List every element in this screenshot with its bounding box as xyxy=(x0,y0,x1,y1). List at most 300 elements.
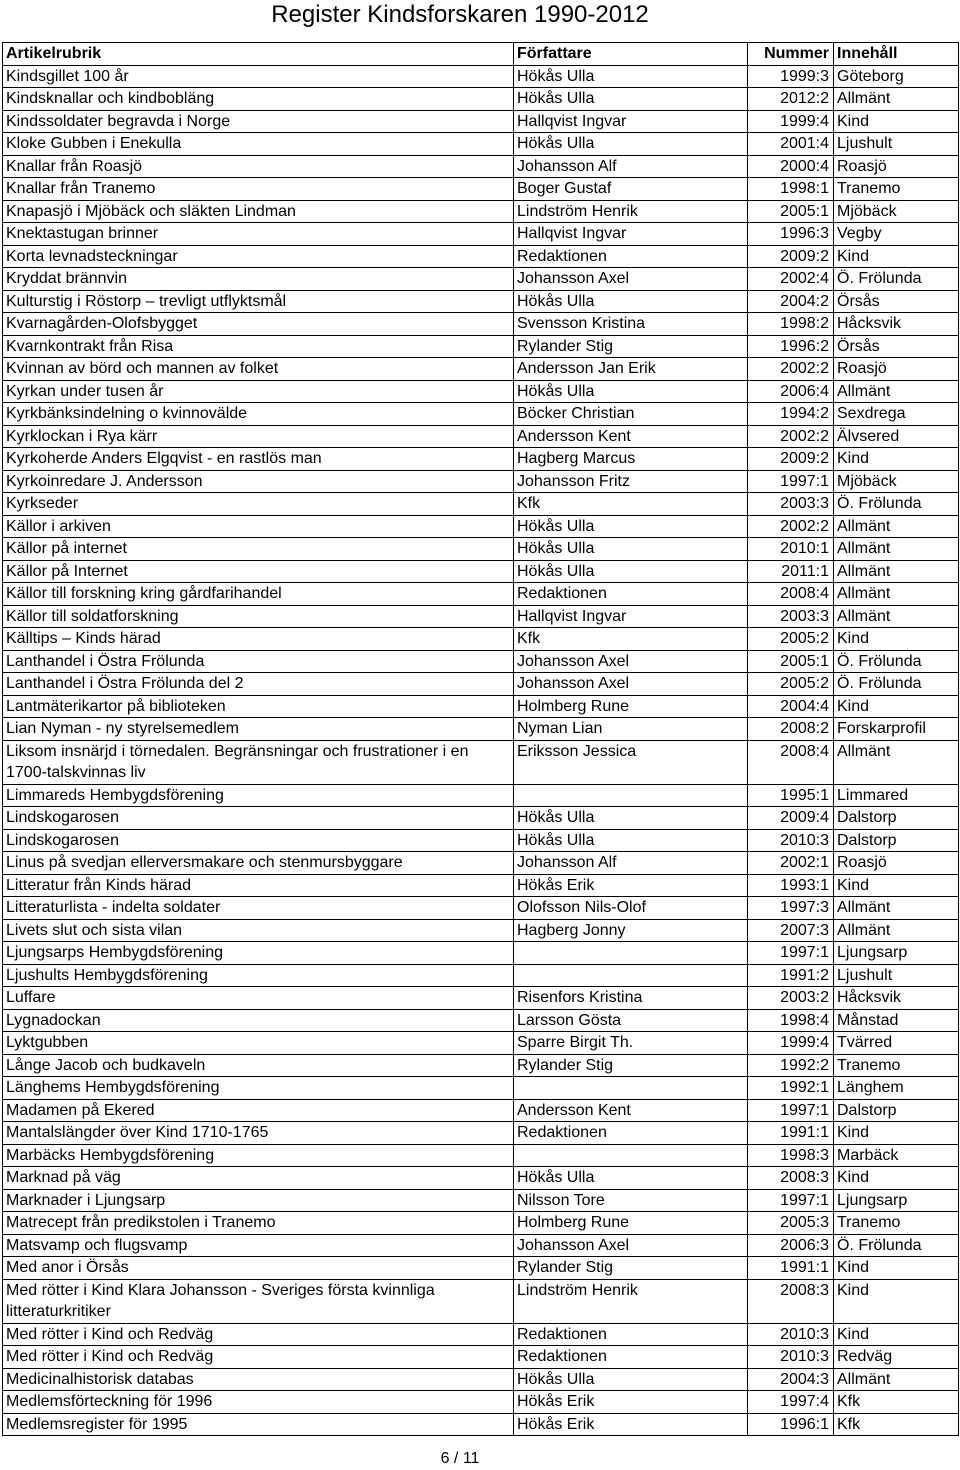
cell-artikelrubrik: Knapasjö i Mjöbäck och släkten Lindman xyxy=(3,200,514,223)
table-row xyxy=(3,470,959,493)
header-row xyxy=(3,43,959,66)
cell-innehall: Kfk xyxy=(834,1391,959,1414)
cell-nummer: 2010:3 xyxy=(748,1346,834,1369)
cell-forfattare: Rylander Stig xyxy=(514,1257,748,1280)
cell-forfattare: Hökås Ulla xyxy=(514,538,748,561)
cell-nummer: 1991:1 xyxy=(748,1257,834,1280)
cell-nummer: 1998:3 xyxy=(748,1144,834,1167)
cell-forfattare: Hökås Ulla xyxy=(514,290,748,313)
cell-forfattare: Hagberg Marcus xyxy=(514,448,748,471)
cell-innehall: Håcksvik xyxy=(834,987,959,1010)
table-row xyxy=(3,673,959,696)
cell-forfattare: Hökås Ulla xyxy=(514,515,748,538)
cell-nummer: 2003:3 xyxy=(748,605,834,628)
cell-innehall: Dalstorp xyxy=(834,807,959,830)
table-row xyxy=(3,1234,959,1257)
table-row xyxy=(3,1032,959,1055)
cell-forfattare: Johansson Alf xyxy=(514,852,748,875)
cell-forfattare: Hallqvist Ingvar xyxy=(514,110,748,133)
table-row xyxy=(3,245,959,268)
cell-innehall: Redväg xyxy=(834,1346,959,1369)
table-row xyxy=(3,987,959,1010)
cell-nummer: 2005:3 xyxy=(748,1212,834,1235)
cell-innehall: Allmänt xyxy=(834,1368,959,1391)
table-row xyxy=(3,1346,959,1369)
cell-artikelrubrik: Medicinalhistorisk databas xyxy=(3,1368,514,1391)
cell-nummer: 2008:2 xyxy=(748,718,834,741)
cell-artikelrubrik: Kindsknallar och kindbobläng xyxy=(3,88,514,111)
cell-innehall: Tranemo xyxy=(834,178,959,201)
cell-innehall: Ljungsarp xyxy=(834,1189,959,1212)
cell-artikelrubrik: Källor på Internet xyxy=(3,560,514,583)
cell-artikelrubrik: Medlemsregister för 1995 xyxy=(3,1413,514,1436)
cell-innehall: Kind xyxy=(834,1279,959,1323)
cell-innehall: Limmared xyxy=(834,784,959,807)
cell-artikelrubrik: Källor i arkiven xyxy=(3,515,514,538)
cell-nummer: 1996:3 xyxy=(748,223,834,246)
cell-artikelrubrik: Kyrkseder xyxy=(3,493,514,516)
cell-nummer: 1996:1 xyxy=(748,1413,834,1436)
cell-innehall: Kind xyxy=(834,110,959,133)
cell-artikelrubrik: Med rötter i Kind och Redväg xyxy=(3,1346,514,1369)
table-row xyxy=(3,718,959,741)
cell-forfattare: Johansson Axel xyxy=(514,673,748,696)
cell-innehall: Allmänt xyxy=(834,515,959,538)
cell-forfattare: Svensson Kristina xyxy=(514,313,748,336)
table-row xyxy=(3,874,959,897)
cell-artikelrubrik: Lian Nyman - ny styrelsemedlem xyxy=(3,718,514,741)
table-row xyxy=(3,919,959,942)
cell-forfattare: Sparre Birgit Th. xyxy=(514,1032,748,1055)
cell-artikelrubrik: Ljungsarps Hembygdsförening xyxy=(3,942,514,965)
cell-nummer: 2002:4 xyxy=(748,268,834,291)
cell-nummer: 2002:2 xyxy=(748,358,834,381)
cell-forfattare: Redaktionen xyxy=(514,1122,748,1145)
cell-innehall: Allmänt xyxy=(834,919,959,942)
cell-nummer: 2005:1 xyxy=(748,200,834,223)
cell-nummer: 1999:3 xyxy=(748,65,834,88)
cell-innehall: Allmänt xyxy=(834,538,959,561)
page-number: 6 / 11 xyxy=(440,1450,480,1467)
table-row xyxy=(3,335,959,358)
cell-nummer: 1998:4 xyxy=(748,1009,834,1032)
cell-nummer: 2003:3 xyxy=(748,493,834,516)
cell-artikelrubrik: Ljushults Hembygdsförening xyxy=(3,964,514,987)
cell-nummer: 1991:2 xyxy=(748,964,834,987)
cell-forfattare: Hökås Ulla xyxy=(514,65,748,88)
cell-forfattare: Andersson Kent xyxy=(514,425,748,448)
cell-forfattare: Lindström Henrik xyxy=(514,1279,748,1323)
cell-nummer: 2000:4 xyxy=(748,155,834,178)
cell-nummer: 2006:4 xyxy=(748,380,834,403)
cell-forfattare: Johansson Axel xyxy=(514,650,748,673)
cell-innehall: Länghem xyxy=(834,1077,959,1100)
register-table xyxy=(2,42,959,1436)
cell-artikelrubrik: Madamen på Ekered xyxy=(3,1099,514,1122)
cell-forfattare xyxy=(514,784,748,807)
table-row xyxy=(3,88,959,111)
cell-nummer: 2002:2 xyxy=(748,515,834,538)
cell-innehall: Tvärred xyxy=(834,1032,959,1055)
table-row xyxy=(3,852,959,875)
table-row xyxy=(3,155,959,178)
cell-artikelrubrik: Med anor i Örsås xyxy=(3,1257,514,1280)
cell-forfattare: Hökås Ulla xyxy=(514,560,748,583)
cell-forfattare: Holmberg Rune xyxy=(514,695,748,718)
cell-forfattare: Rylander Stig xyxy=(514,1054,748,1077)
table-row xyxy=(3,313,959,336)
cell-nummer: 1996:2 xyxy=(748,335,834,358)
cell-forfattare xyxy=(514,1144,748,1167)
table-row xyxy=(3,1122,959,1145)
cell-nummer: 2005:2 xyxy=(748,628,834,651)
table-row xyxy=(3,358,959,381)
table-row xyxy=(3,493,959,516)
cell-innehall: Forskarprofil xyxy=(834,718,959,741)
cell-forfattare: Nilsson Tore xyxy=(514,1189,748,1212)
cell-forfattare: Redaktionen xyxy=(514,245,748,268)
table-row xyxy=(3,268,959,291)
cell-forfattare: Johansson Fritz xyxy=(514,470,748,493)
cell-artikelrubrik: Lygnadockan xyxy=(3,1009,514,1032)
cell-innehall: Dalstorp xyxy=(834,1099,959,1122)
cell-forfattare: Hökås Ulla xyxy=(514,88,748,111)
cell-innehall: Ljushult xyxy=(834,133,959,156)
table-row xyxy=(3,448,959,471)
cell-nummer: 1999:4 xyxy=(748,110,834,133)
cell-forfattare: Johansson Axel xyxy=(514,1234,748,1257)
cell-forfattare: Nyman Lian xyxy=(514,718,748,741)
table-row xyxy=(3,1368,959,1391)
cell-artikelrubrik: Lanthandel i Östra Frölunda del 2 xyxy=(3,673,514,696)
header-artikelrubrik: Artikelrubrik xyxy=(3,43,514,66)
cell-artikelrubrik: Lanthandel i Östra Frölunda xyxy=(3,650,514,673)
table-row xyxy=(3,1099,959,1122)
cell-innehall: Kind xyxy=(834,1323,959,1346)
cell-forfattare: Hökås Erik xyxy=(514,1413,748,1436)
cell-nummer: 1997:1 xyxy=(748,470,834,493)
cell-forfattare: Hökås Erik xyxy=(514,1391,748,1414)
cell-nummer: 1997:1 xyxy=(748,1189,834,1212)
cell-innehall: Allmänt xyxy=(834,897,959,920)
table-row xyxy=(3,807,959,830)
cell-artikelrubrik: Kyrklockan i Rya kärr xyxy=(3,425,514,448)
table-row xyxy=(3,964,959,987)
cell-artikelrubrik: Källor till soldatforskning xyxy=(3,605,514,628)
cell-innehall: Örsås xyxy=(834,290,959,313)
cell-nummer: 2008:3 xyxy=(748,1279,834,1323)
cell-forfattare: Hökås Erik xyxy=(514,874,748,897)
cell-artikelrubrik: Kvarnagården-Olofsbygget xyxy=(3,313,514,336)
cell-forfattare: Böcker Christian xyxy=(514,403,748,426)
header-innehall: Innehåll xyxy=(834,43,959,66)
cell-nummer: 1993:1 xyxy=(748,874,834,897)
cell-forfattare: Hökås Ulla xyxy=(514,807,748,830)
table-row xyxy=(3,695,959,718)
cell-artikelrubrik: Marknad på väg xyxy=(3,1167,514,1190)
cell-nummer: 2008:4 xyxy=(748,740,834,784)
cell-nummer: 2003:2 xyxy=(748,987,834,1010)
cell-innehall: Dalstorp xyxy=(834,829,959,852)
table-row xyxy=(3,515,959,538)
cell-innehall: Tranemo xyxy=(834,1212,959,1235)
cell-nummer: 1997:3 xyxy=(748,897,834,920)
cell-nummer: 1998:1 xyxy=(748,178,834,201)
cell-nummer: 2001:4 xyxy=(748,133,834,156)
table-row xyxy=(3,1257,959,1280)
table-row xyxy=(3,1144,959,1167)
cell-innehall: Mjöbäck xyxy=(834,200,959,223)
table-row xyxy=(3,110,959,133)
cell-artikelrubrik: Kvarnkontrakt från Risa xyxy=(3,335,514,358)
cell-artikelrubrik: Litteratur från Kinds härad xyxy=(3,874,514,897)
cell-nummer: 2005:1 xyxy=(748,650,834,673)
cell-innehall: Allmänt xyxy=(834,560,959,583)
cell-artikelrubrik: Matsvamp och flugsvamp xyxy=(3,1234,514,1257)
cell-artikelrubrik: Källor till forskning kring gårdfarihandel xyxy=(3,583,514,606)
cell-forfattare: Hökås Ulla xyxy=(514,1368,748,1391)
table-row xyxy=(3,1391,959,1414)
cell-artikelrubrik: Knallar från Roasjö xyxy=(3,155,514,178)
cell-artikelrubrik: Lantmäterikartor på biblioteken xyxy=(3,695,514,718)
cell-innehall: Kind xyxy=(834,1257,959,1280)
cell-nummer: 2009:2 xyxy=(748,245,834,268)
cell-artikelrubrik: Kvinnan av börd och mannen av folket xyxy=(3,358,514,381)
table-row xyxy=(3,650,959,673)
cell-forfattare: Redaktionen xyxy=(514,1323,748,1346)
cell-artikelrubrik: Lindskogarosen xyxy=(3,829,514,852)
cell-nummer: 2010:1 xyxy=(748,538,834,561)
cell-nummer: 2011:1 xyxy=(748,560,834,583)
cell-forfattare: Redaktionen xyxy=(514,1346,748,1369)
cell-artikelrubrik: Med rötter i Kind Klara Johansson - Sveriges första kvinnliga litteraturkritiker xyxy=(3,1279,514,1323)
table-row xyxy=(3,1077,959,1100)
cell-nummer: 2004:4 xyxy=(748,695,834,718)
table-row xyxy=(3,133,959,156)
cell-nummer: 2004:2 xyxy=(748,290,834,313)
cell-forfattare: Johansson Alf xyxy=(514,155,748,178)
cell-innehall: Allmänt xyxy=(834,740,959,784)
table-row xyxy=(3,223,959,246)
cell-nummer: 2009:4 xyxy=(748,807,834,830)
table-row xyxy=(3,200,959,223)
table-row xyxy=(3,897,959,920)
cell-forfattare: Rylander Stig xyxy=(514,335,748,358)
cell-nummer: 2006:3 xyxy=(748,1234,834,1257)
cell-nummer: 2005:2 xyxy=(748,673,834,696)
cell-nummer: 2010:3 xyxy=(748,829,834,852)
cell-nummer: 1998:2 xyxy=(748,313,834,336)
cell-nummer: 2010:3 xyxy=(748,1323,834,1346)
cell-artikelrubrik: Mantalslängder över Kind 1710-1765 xyxy=(3,1122,514,1145)
cell-forfattare: Hökås Ulla xyxy=(514,380,748,403)
cell-artikelrubrik: Långe Jacob och budkaveln xyxy=(3,1054,514,1077)
cell-forfattare: Kfk xyxy=(514,493,748,516)
cell-innehall: Kfk xyxy=(834,1413,959,1436)
cell-artikelrubrik: Medlemsförteckning för 1996 xyxy=(3,1391,514,1414)
cell-forfattare: Hallqvist Ingvar xyxy=(514,223,748,246)
cell-nummer: 1992:2 xyxy=(748,1054,834,1077)
cell-nummer: 2007:3 xyxy=(748,919,834,942)
cell-forfattare: Olofsson Nils-Olof xyxy=(514,897,748,920)
cell-forfattare: Andersson Jan Erik xyxy=(514,358,748,381)
cell-innehall: Ö. Frölunda xyxy=(834,650,959,673)
cell-innehall: Kind xyxy=(834,628,959,651)
cell-artikelrubrik: Med rötter i Kind och Redväg xyxy=(3,1323,514,1346)
cell-artikelrubrik: Källtips – Kinds härad xyxy=(3,628,514,651)
cell-artikelrubrik: Matrecept från predikstolen i Tranemo xyxy=(3,1212,514,1235)
cell-forfattare: Kfk xyxy=(514,628,748,651)
cell-innehall: Allmänt xyxy=(834,88,959,111)
cell-innehall: Månstad xyxy=(834,1009,959,1032)
cell-innehall: Ljungsarp xyxy=(834,942,959,965)
cell-forfattare: Redaktionen xyxy=(514,583,748,606)
cell-forfattare: Hökås Ulla xyxy=(514,829,748,852)
cell-artikelrubrik: Livets slut och sista vilan xyxy=(3,919,514,942)
cell-nummer: 2012:2 xyxy=(748,88,834,111)
cell-forfattare: Eriksson Jessica xyxy=(514,740,748,784)
cell-innehall: Allmänt xyxy=(834,380,959,403)
cell-artikelrubrik: Kryddat brännvin xyxy=(3,268,514,291)
cell-artikelrubrik: Knallar från Tranemo xyxy=(3,178,514,201)
cell-innehall: Sexdrega xyxy=(834,403,959,426)
cell-innehall: Allmänt xyxy=(834,605,959,628)
cell-artikelrubrik: Kulturstig i Röstorp – trevligt utflyktsmål xyxy=(3,290,514,313)
table-row xyxy=(3,1279,959,1323)
cell-nummer: 1994:2 xyxy=(748,403,834,426)
cell-nummer: 1997:1 xyxy=(748,1099,834,1122)
cell-forfattare: Johansson Axel xyxy=(514,268,748,291)
table-row xyxy=(3,65,959,88)
table-row xyxy=(3,605,959,628)
cell-innehall: Ö. Frölunda xyxy=(834,268,959,291)
cell-forfattare: Larsson Gösta xyxy=(514,1009,748,1032)
cell-artikelrubrik: Kyrkan under tusen år xyxy=(3,380,514,403)
cell-artikelrubrik: Lindskogarosen xyxy=(3,807,514,830)
table-row xyxy=(3,784,959,807)
table-row xyxy=(3,290,959,313)
cell-artikelrubrik: Linus på svedjan ellerversmakare och stenmursbyggare xyxy=(3,852,514,875)
cell-artikelrubrik: Kyrkoherde Anders Elgqvist - en rastlös man xyxy=(3,448,514,471)
cell-forfattare: Risenfors Kristina xyxy=(514,987,748,1010)
cell-nummer: 2009:2 xyxy=(748,448,834,471)
cell-artikelrubrik: Marbäcks Hembygdsförening xyxy=(3,1144,514,1167)
table-row xyxy=(3,538,959,561)
table-row xyxy=(3,628,959,651)
cell-innehall: Kind xyxy=(834,1122,959,1145)
cell-innehall: Vegby xyxy=(834,223,959,246)
cell-innehall: Håcksvik xyxy=(834,313,959,336)
cell-forfattare xyxy=(514,942,748,965)
table-row xyxy=(3,403,959,426)
table-row xyxy=(3,1054,959,1077)
table-row xyxy=(3,560,959,583)
cell-innehall: Mjöbäck xyxy=(834,470,959,493)
cell-innehall: Kind xyxy=(834,245,959,268)
table-row xyxy=(3,1212,959,1235)
cell-artikelrubrik: Kyrkbänksindelning o kvinnovälde xyxy=(3,403,514,426)
cell-artikelrubrik: Liksom insnärjd i törnedalen. Begränsningar och frustrationer i en 1700-talskvinnas liv xyxy=(3,740,514,784)
cell-nummer: 2004:3 xyxy=(748,1368,834,1391)
header-forfattare: Författare xyxy=(514,43,748,66)
cell-artikelrubrik: Litteraturlista - indelta soldater xyxy=(3,897,514,920)
table-row xyxy=(3,1189,959,1212)
cell-artikelrubrik: Korta levnadsteckningar xyxy=(3,245,514,268)
cell-innehall: Örsås xyxy=(834,335,959,358)
table-row xyxy=(3,1323,959,1346)
table-row xyxy=(3,1167,959,1190)
cell-artikelrubrik: Kindsgillet 100 år xyxy=(3,65,514,88)
cell-innehall: Ö. Frölunda xyxy=(834,493,959,516)
cell-artikelrubrik: Kindssoldater begravda i Norge xyxy=(3,110,514,133)
header-nummer: Nummer xyxy=(748,43,834,66)
cell-innehall: Kind xyxy=(834,448,959,471)
cell-nummer: 2002:1 xyxy=(748,852,834,875)
cell-artikelrubrik: Knektastugan brinner xyxy=(3,223,514,246)
cell-nummer: 1997:1 xyxy=(748,942,834,965)
cell-nummer: 1995:1 xyxy=(748,784,834,807)
cell-innehall: Allmänt xyxy=(834,583,959,606)
table-row xyxy=(3,1413,959,1436)
cell-forfattare: Hökås Ulla xyxy=(514,133,748,156)
table-row xyxy=(3,178,959,201)
cell-innehall: Älvsered xyxy=(834,425,959,448)
cell-nummer: 1991:1 xyxy=(748,1122,834,1145)
cell-nummer: 2002:2 xyxy=(748,425,834,448)
cell-innehall: Tranemo xyxy=(834,1054,959,1077)
cell-innehall: Ö. Frölunda xyxy=(834,673,959,696)
cell-innehall: Roasjö xyxy=(834,852,959,875)
cell-artikelrubrik: Källor på internet xyxy=(3,538,514,561)
cell-innehall: Marbäck xyxy=(834,1144,959,1167)
cell-artikelrubrik: Limmareds Hembygdsförening xyxy=(3,784,514,807)
table-row xyxy=(3,1009,959,1032)
cell-forfattare: Boger Gustaf xyxy=(514,178,748,201)
table-row xyxy=(3,425,959,448)
cell-innehall: Roasjö xyxy=(834,155,959,178)
table-row xyxy=(3,740,959,784)
cell-nummer: 1992:1 xyxy=(748,1077,834,1100)
cell-forfattare: Hagberg Jonny xyxy=(514,919,748,942)
cell-nummer: 1999:4 xyxy=(748,1032,834,1055)
cell-forfattare xyxy=(514,964,748,987)
table-row xyxy=(3,380,959,403)
cell-innehall: Kind xyxy=(834,695,959,718)
cell-forfattare: Hallqvist Ingvar xyxy=(514,605,748,628)
cell-forfattare: Holmberg Rune xyxy=(514,1212,748,1235)
cell-artikelrubrik: Luffare xyxy=(3,987,514,1010)
cell-nummer: 2008:3 xyxy=(748,1167,834,1190)
cell-artikelrubrik: Kloke Gubben i Enekulla xyxy=(3,133,514,156)
cell-forfattare: Hökås Ulla xyxy=(514,1167,748,1190)
cell-innehall: Roasjö xyxy=(834,358,959,381)
cell-forfattare: Lindström Henrik xyxy=(514,200,748,223)
cell-innehall: Ö. Frölunda xyxy=(834,1234,959,1257)
cell-artikelrubrik: Länghems Hembygdsförening xyxy=(3,1077,514,1100)
cell-innehall: Göteborg xyxy=(834,65,959,88)
cell-artikelrubrik: Lyktgubben xyxy=(3,1032,514,1055)
cell-innehall: Kind xyxy=(834,1167,959,1190)
cell-innehall: Kind xyxy=(834,874,959,897)
cell-nummer: 2008:4 xyxy=(748,583,834,606)
cell-nummer: 1997:4 xyxy=(748,1391,834,1414)
table-row xyxy=(3,942,959,965)
table-row xyxy=(3,583,959,606)
table-row xyxy=(3,829,959,852)
cell-innehall: Ljushult xyxy=(834,964,959,987)
page-title: Register Kindsforskaren 1990-2012 xyxy=(271,1,649,28)
cell-artikelrubrik: Marknader i Ljungsarp xyxy=(3,1189,514,1212)
